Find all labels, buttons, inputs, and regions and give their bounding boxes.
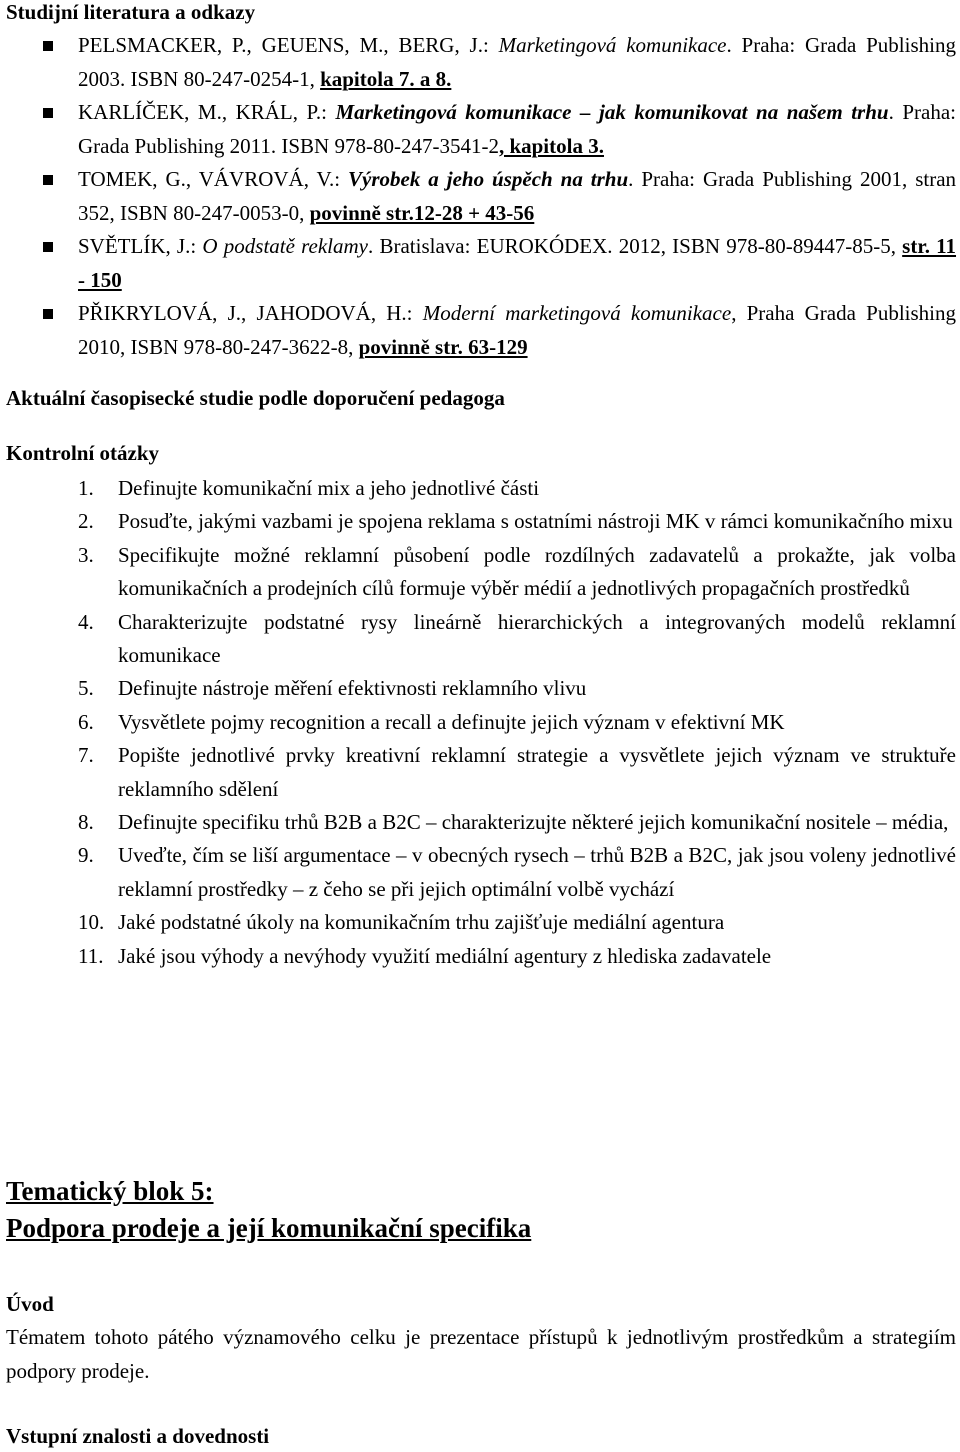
- literature-title: Výrobek a jeho úspěch na trhu: [348, 167, 629, 191]
- literature-pages: , kapitola 3.: [498, 133, 604, 158]
- literature-author: PELSMACKER, P., GEUENS, M., BERG, J.:: [78, 33, 499, 57]
- literature-item: [0, 96, 960, 163]
- literature-details: , Praha Grada Publishing 2010, ISBN 978-80-247-3622-8,: [78, 301, 956, 359]
- question-number: 4.: [78, 609, 94, 634]
- literature-title: Marketingová komunikace – jak komunikovat na našem trhu: [335, 100, 889, 124]
- literature-item: [0, 29, 960, 96]
- literature-pages: povinně str. 63-129: [358, 334, 528, 359]
- question-item: [0, 806, 960, 839]
- question-item: [0, 739, 960, 806]
- question-text: Jaké podstatné úkoly na komunikačním trhu zajišťuje mediální agentura: [118, 910, 725, 935]
- question-item: [0, 472, 960, 505]
- literature-item: [0, 297, 960, 364]
- entry-skills-heading: Vstupní znalosti a dovednosti: [6, 1424, 270, 1448]
- question-number: 9.: [78, 843, 94, 868]
- literature-pages: povinně str.12-28 + 43-56: [309, 200, 535, 225]
- literature-title: Moderní marketingová komunikace: [422, 301, 732, 325]
- question-text: Charakterizujte podstatné rysy lineárně hierarchických a integrovaných modelů reklamní komunikace: [118, 609, 956, 668]
- current-studies-heading: Aktuální časopisecké studie podle doporučení pedagoga: [6, 386, 505, 410]
- square-bullet-icon: [43, 41, 53, 51]
- literature-list: [0, 29, 960, 364]
- literature-item: [0, 163, 960, 230]
- question-number: 2.: [78, 509, 94, 534]
- question-item: [0, 505, 960, 538]
- literature-author: PŘIKRYLOVÁ, J., JAHODOVÁ, H.:: [78, 301, 423, 325]
- question-number: 7.: [78, 743, 94, 768]
- question-number: 5.: [78, 676, 94, 701]
- question-text: Definujte specifiku trhů B2B a B2C – charakterizujte některé jejich komunikační nositele – média,: [118, 810, 949, 835]
- control-questions-heading: Kontrolní otázky: [6, 441, 160, 465]
- question-text: Uveďte, čím se liší argumentace – v obecných rysech – trhů B2B a B2C, jak jsou voleny jednotlivé reklamní prostředky – z čeho se při jejich optimální volbě vychází: [118, 843, 956, 901]
- literature-details: . Praha: Grada Publishing 2011. ISBN 978-80-247-3541-2: [78, 100, 956, 158]
- question-number: 11.: [78, 943, 104, 968]
- square-bullet-icon: [43, 108, 53, 118]
- question-item: [0, 539, 960, 606]
- question-text: Definujte nástroje měření efektivnosti reklamního vlivu: [118, 676, 587, 701]
- literature-title: O podstatě reklamy: [202, 234, 368, 258]
- square-bullet-icon: [43, 309, 53, 319]
- block-subtitle: Podpora prodeje a její komunikační specifika: [6, 1213, 532, 1243]
- literature-pages: kapitola 7. a 8.: [320, 66, 452, 91]
- literature-title: Marketingová komunikace: [498, 33, 727, 57]
- question-item: [0, 706, 960, 739]
- block-title: Tematický blok 5:: [6, 1176, 214, 1206]
- question-text: Vysvětlete pojmy recognition a recall a definujte jejich význam v efektivní MK: [118, 709, 785, 734]
- literature-author: TOMEK, G., VÁVROVÁ, V.:: [78, 167, 349, 191]
- question-text: Jaké jsou výhody a nevýhody využití mediální agentury z hlediska zadavatele: [118, 943, 772, 968]
- square-bullet-icon: [43, 175, 53, 185]
- question-text: Specifikujte možné reklamní působení podle rozdílných zadavatelů a prokažte, jak volba komunikačních a prodejních cílů formuje výběr médií a jednotlivých propagačních prostředků: [118, 542, 956, 601]
- question-number: 6.: [78, 709, 94, 734]
- question-item: [0, 906, 960, 939]
- question-item: [0, 606, 960, 673]
- question-text: Posuďte, jakými vazbami je spojena reklama s ostatními nástroji MK v rámci komunikačního mixu: [118, 509, 953, 534]
- question-number: 3.: [78, 542, 94, 567]
- literature-author: KARLÍČEK, M., KRÁL, P.:: [78, 100, 336, 124]
- square-bullet-icon: [43, 242, 53, 252]
- literature-heading: Studijní literatura a odkazy: [6, 0, 256, 24]
- question-number: 10.: [78, 910, 105, 935]
- question-text: Popište jednotlivé prvky kreativní reklamní strategie a vysvětlete jejich význam ve struktuře reklamního sdělení: [118, 743, 956, 801]
- question-item: [0, 672, 960, 705]
- literature-pages: str. 11 - 150: [78, 234, 957, 292]
- question-number: 1.: [78, 476, 94, 500]
- intro-heading: Úvod: [6, 1292, 54, 1316]
- question-item: [0, 940, 960, 973]
- question-number: 8.: [78, 810, 94, 835]
- questions-list: [0, 472, 960, 973]
- literature-item: [0, 230, 960, 297]
- literature-details: . Praha: Grada Publishing 2001, stran 352, ISBN 80-247-0053-0,: [78, 167, 957, 225]
- intro-paragraph: Tématem tohoto pátého významového celku je prezentace přístupů k jednotlivým prostředkům a strategiím podpory prodeje.: [6, 1325, 956, 1383]
- literature-details: . Bratislava: EUROKÓDEX. 2012, ISBN 978-80-89447-85-5,: [368, 234, 903, 258]
- literature-author: SVĚTLÍK, J.:: [78, 234, 203, 258]
- question-item: [0, 839, 960, 906]
- question-text: Definujte komunikační mix a jeho jednotlivé části: [118, 476, 540, 500]
- literature-details: . Praha: Grada Publishing 2003. ISBN 80-247-0254-1,: [78, 33, 956, 91]
